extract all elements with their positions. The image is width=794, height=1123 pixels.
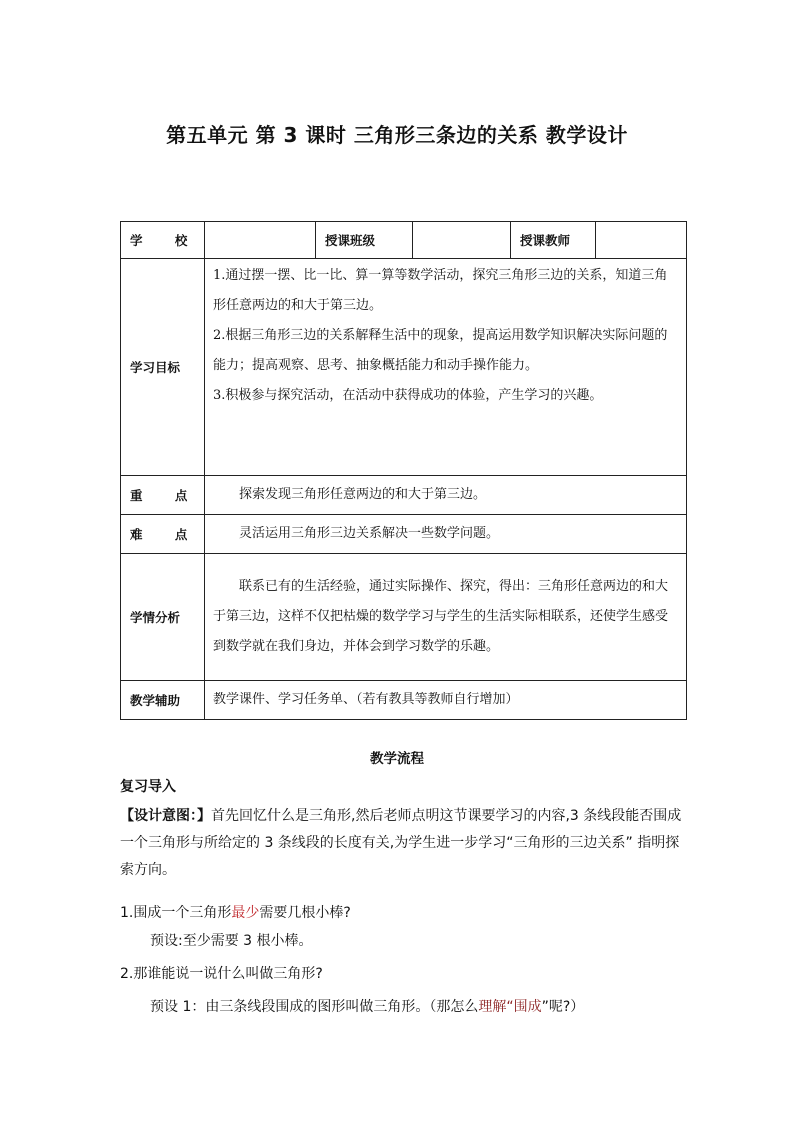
table-row: [121, 681, 687, 720]
question-text: 1.围成一个三角形: [120, 905, 232, 921]
difficulty-value: 灵活运用三角形三边关系解决一些数学问题。: [205, 515, 687, 554]
section-heading: 复习导入: [120, 779, 176, 795]
design-intent-text: 首先回忆什么是三角形,然后老师点明这节课要学习的内容,3 条线段能否围成一个三角形与所给定的 3 条线段的长度有关,为学生进一步学习“三角形的三边关系” 指明探索方向。: [120, 808, 682, 878]
goal-item: 3.积极参与探究活动，在活动中获得成功的体验，产生学习的兴趣。: [213, 388, 603, 403]
emphasis-text: 最少: [231, 905, 260, 921]
analysis-label: 学情分析: [121, 554, 205, 681]
answer-2: [120, 994, 716, 1021]
answer-1: 预设:至少需要 3 根小棒。: [150, 933, 313, 949]
goal-item: 1.通过摆一摆、比一比、算一算等数学活动，探究三角形三边的关系，知道三角形任意两边的和大于第三边。: [213, 268, 668, 313]
emphasis-text: 理解: [478, 999, 507, 1015]
table-row: [121, 259, 687, 476]
page-title: 第五单元 第 3 课时 三角形三条边的关系 教学设计: [166, 123, 628, 147]
question-2: 2.那谁能说一说什么叫做三角形?: [120, 966, 323, 982]
answer-text: 预设 1：由三条线段围成的图形叫做三角形。（那怎么: [150, 999, 479, 1015]
quote-mark: “: [506, 999, 514, 1015]
school-value: [205, 222, 316, 259]
table-row: [121, 222, 687, 259]
table-row: [121, 554, 687, 681]
question-text: 需要几根小棒?: [259, 905, 351, 921]
design-intent-label: 【设计意图：】: [120, 808, 211, 824]
design-intent-paragraph: [120, 803, 686, 884]
lesson-info-table: [120, 221, 687, 720]
goals-cell: [205, 259, 687, 476]
teacher-value: [596, 222, 687, 259]
goals-label: 学习目标: [121, 259, 205, 476]
school-label: 学 校: [121, 222, 205, 259]
table-row: [121, 476, 687, 515]
key-point-value: 探索发现三角形任意两边的和大于第三边。: [205, 476, 687, 515]
question-1: [120, 900, 686, 927]
difficulty-label: 难 点: [121, 515, 205, 554]
table-row: [121, 515, 687, 554]
class-label: 授课班级: [316, 222, 413, 259]
class-value: [413, 222, 511, 259]
answer-text: ”呢?）: [541, 999, 585, 1015]
goal-item: 2.根据三角形三边的关系解释生活中的现象，提高运用数学知识解决实际问题的能力；提高观察、思考、抽象概括能力和动手操作能力。: [213, 328, 668, 373]
analysis-value: 联系已有的生活经验，通过实际操作、探究，得出：三角形任意两边的和大于第三边，这样不仅把枯燥的数学学习与学生的生活实际相联系，还使学生感受到数学就在我们身边，并体会到学习数学的乐趣。: [205, 554, 687, 681]
teacher-label: 授课教师: [511, 222, 596, 259]
aids-value: 教学课件、学习任务单、（若有教具等教师自行增加）: [205, 681, 687, 720]
key-point-label: 重 点: [121, 476, 205, 515]
flow-title: 教学流程: [370, 751, 424, 767]
aids-label: 教学辅助: [121, 681, 205, 720]
emphasis-text: 围成: [513, 999, 542, 1015]
